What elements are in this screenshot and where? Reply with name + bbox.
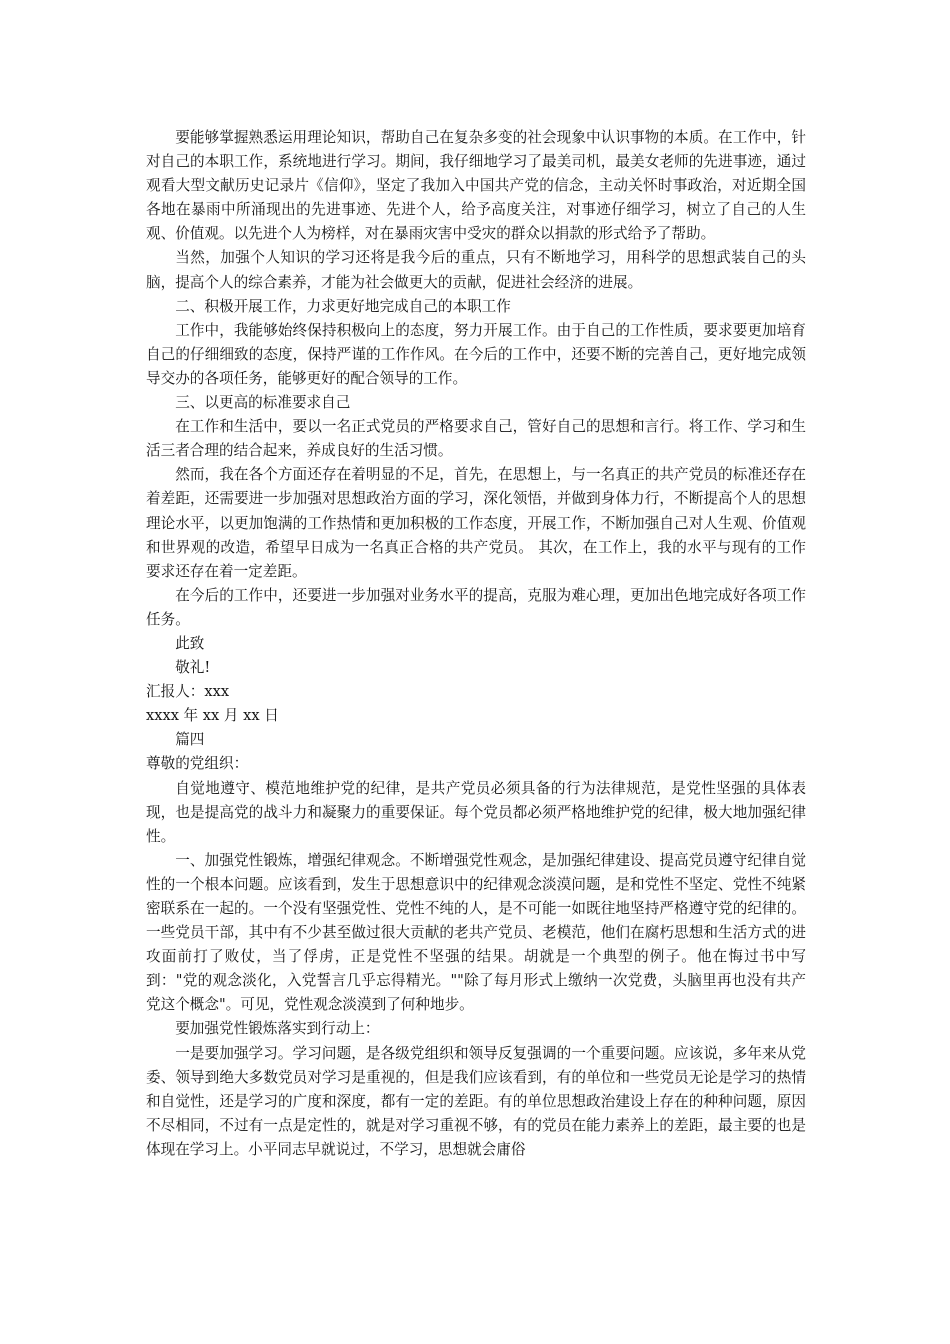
paragraph: 在工作和生活中，要以一名正式党员的严格要求自己，管好自己的思想和言行。将工作、学习和生活三者合理的结合起来，养成良好的生活习惯。 xyxy=(146,418,806,460)
paragraph: 要加强党性锻炼落实到行动上： xyxy=(175,1020,380,1038)
paragraph: 敬礼! xyxy=(175,659,211,677)
paragraph: 汇报人：xxx xyxy=(146,683,230,701)
paragraph: 尊敬的党组织： xyxy=(146,755,249,773)
paragraph: 二、积极开展工作，力求更好地完成自己的本职工作 xyxy=(175,297,511,315)
paragraph: 篇四 xyxy=(175,731,205,749)
paragraph: 当然，加强个人知识的学习还将是我今后的重点，只有不断地学习，用科学的思想武装自己的头脑，提高个人的综合素养，才能为社会做更大的贡献，促进社会经济的进展。 xyxy=(146,249,806,291)
paragraph: 要能够掌握熟悉运用理论知识，帮助自己在复杂多变的社会现象中认识事物的本质。在工作中，针对自己的本职工作，系统地进行学习。期间，我仔细地学习了最美司机，最美女老师的先进事迹，通过观看大型文献历史记录片《信仰》，坚定了我加入中国共产党的信念，主动关怀时事政治，对近期全国各地在暴雨中所涌现出的先进事迹、先进个人，给予高度关注，对事迹仔细学习，树立了自己的人生观、价值观。以先进个人为榜样，对在暴雨灾害中受灾的群众以捐款的形式给予了帮助。 xyxy=(146,129,806,243)
paragraph: 自觉地遵守、模范地维护党的纪律，是共产党员必须具备的行为法律规范，是党性坚强的具体表现，也是提高党的战斗力和凝聚力的重要保证。每个党员都必须严格地维护党的纪律，极大地加强纪律性。 xyxy=(146,779,806,845)
paragraph: 三、以更高的标准要求自己 xyxy=(175,394,351,412)
paragraph: 工作中，我能够始终保持积极向上的态度，努力开展工作。由于自己的工作性质，要求要更加培育自己的仔细细致的态度，保持严谨的工作作风。在今后的工作中，还要不断的完善自己，更好地完成领导交办的各项任务，能够更好的配合领导的工作。 xyxy=(146,321,806,387)
document-body xyxy=(146,126,806,1162)
paragraph: 然而，我在各个方面还存在着明显的不足，首先，在思想上，与一名真正的共产党员的标准还存在着差距，还需要进一步加强对思想政治方面的学习，深化领悟，并做到身体力行，不断提高个人的思想理论水平，以更加饱满的工作热情和更加积极的工作态度，开展工作，不断加强自己对人生观、价值观和世界观的改造，希望早日成为一名真正合格的共产党员。 其次，在工作上，我的水平与现有的工作要求还存在着一定差距。 xyxy=(146,466,806,580)
paragraph: xxxx 年 xx 月 xx 日 xyxy=(146,707,279,725)
paragraph: 此致 xyxy=(175,634,205,652)
paragraph: 在今后的工作中，还要进一步加强对业务水平的提高，克服为难心理，更加出色地完成好各项工作任务。 xyxy=(146,586,806,628)
paragraph: 一、加强党性锻炼，增强纪律观念。不断增强党性观念，是加强纪律建设、提高党员遵守纪律自觉性的一个根本问题。应该看到，发生于思想意识中的纪律观念淡漠问题，是和党性不坚定、党性不纯紧密联系在一起的。一个没有坚强党性、党性不纯的人，是不可能一如既往地坚持严格遵守党的纪律的。一些党员干部，其中有不少甚至做过很大贡献的老共产党员、老模范，他们在腐朽思想和生活方式的进攻面前打了败仗，当了俘虏，正是党性不坚强的结果。胡就是一个典型的例子。他在悔过书中写到："党的观念淡化，入党誓言几乎忘得精光。""除了每月形式上缴纳一次党费，头脑里再也没有共产党这个概念"。可见，党性观念淡漠到了何种地步。 xyxy=(146,851,806,1014)
paragraph: 一是要加强学习。学习问题，是各级党组织和领导反复强调的一个重要问题。应该说，多年来从党委、领导到绝大多数党员对学习是重视的，但是我们应该看到，有的单位和一些党员无论是学习的热情和自觉性，还是学习的广度和深度，都有一定的差距。有的单位思想政治建设上存在的种种问题，原因不尽相同，不过有一点是定性的，就是对学习重视不够，有的党员在能力素养上的差距，最主要的也是体现在学习上。小平同志早就说过，不学习，思想就会庸俗 xyxy=(146,1044,806,1158)
